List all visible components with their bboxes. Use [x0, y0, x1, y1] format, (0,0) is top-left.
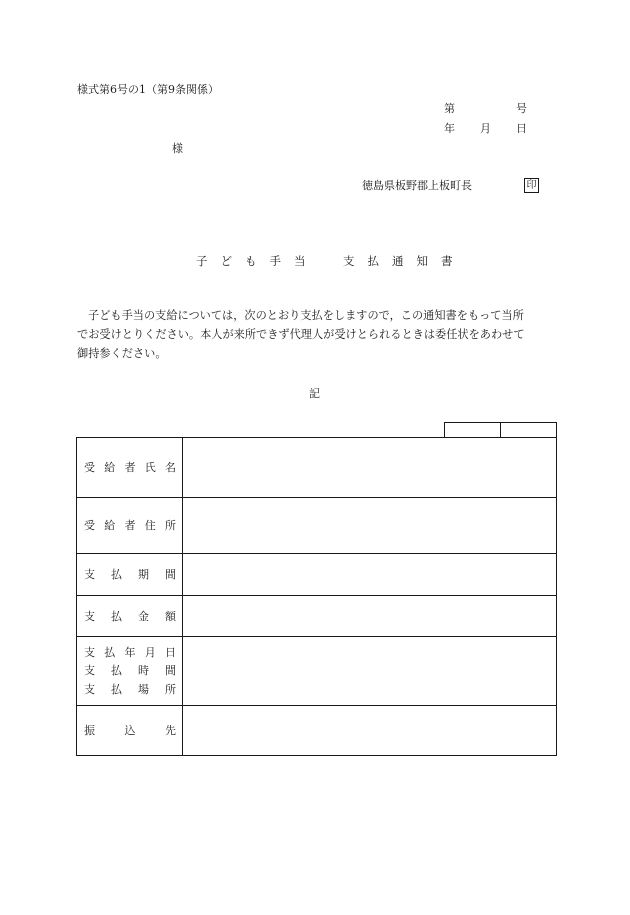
row-label-payment-period	[77, 569, 182, 580]
document-number-suffix: 号	[516, 102, 527, 115]
label-char: 金	[138, 610, 149, 623]
label-char: 振	[84, 724, 95, 737]
row-label-payment-amount	[77, 611, 182, 622]
label-char: 所	[165, 683, 176, 696]
form-number: 様式第6号の1（第9条関係）	[77, 83, 219, 96]
label-char: 払	[111, 568, 122, 581]
label-char: 払	[111, 610, 122, 623]
row-label-recipient-address	[77, 520, 182, 531]
label-char: 額	[165, 610, 176, 623]
label-char: 支	[84, 610, 95, 623]
label-char: 込	[124, 724, 136, 737]
date-year: 年	[444, 122, 455, 135]
label-char: 支	[84, 646, 95, 659]
document-number-prefix: 第	[444, 102, 455, 115]
issuer-name: 徳島県板野郡上板町長	[362, 179, 472, 192]
label-char: 受	[84, 519, 95, 532]
label-text	[84, 611, 176, 622]
label-char: 払	[104, 646, 116, 659]
row-label-payment-place	[77, 684, 182, 695]
label-char: 給	[104, 519, 116, 532]
label-char: 所	[165, 519, 176, 532]
table-row	[77, 706, 182, 755]
date-month: 月	[480, 122, 491, 135]
label-char: 払	[111, 664, 122, 677]
label-char: 年	[124, 646, 136, 659]
label-char: 支	[84, 683, 95, 696]
row-label-transfer-destination	[77, 725, 182, 736]
row-label-payment-date	[77, 647, 182, 658]
label-char: 期	[138, 568, 149, 581]
label-char: 給	[104, 461, 116, 474]
label-char: 場	[138, 683, 149, 696]
seal-stamp: 印	[524, 178, 539, 193]
label-char: 住	[144, 519, 156, 532]
label-text	[84, 665, 176, 676]
table-row	[77, 637, 182, 705]
label-char: 払	[111, 683, 122, 696]
label-char: 先	[165, 724, 176, 737]
recipient-suffix: 様	[172, 142, 183, 155]
label-text	[84, 520, 176, 531]
label-char: 支	[84, 568, 95, 581]
body-line: 御持参ください。	[77, 347, 167, 360]
row-label-recipient-name	[77, 462, 182, 473]
document-title: 子ども手当 支払通知書	[196, 254, 466, 268]
label-text	[84, 569, 176, 580]
label-text	[84, 462, 176, 473]
table-row	[77, 554, 182, 595]
label-text	[84, 725, 176, 736]
date-day: 日	[516, 122, 527, 135]
label-char: 氏	[144, 461, 156, 474]
label-char: 間	[165, 664, 176, 677]
label-char: 日	[165, 646, 176, 659]
label-text	[84, 684, 176, 695]
body-line: でお受けとりください。本人が来所できず代理人が受けとられるときは委任状をあわせて	[77, 328, 525, 341]
label-char: 者	[124, 461, 136, 474]
body-line: 子ども手当の支給については，次のとおり支払をしますので，この通知書をもって当所	[88, 309, 524, 322]
row-label-payment-time	[77, 665, 182, 676]
ki-label: 記	[309, 387, 320, 400]
label-char: 者	[124, 519, 136, 532]
label-char: 受	[84, 461, 95, 474]
table-row	[77, 498, 182, 553]
label-char: 時	[138, 664, 149, 677]
label-char: 間	[165, 568, 176, 581]
label-text	[84, 647, 176, 658]
label-char: 月	[144, 646, 156, 659]
table-row	[77, 596, 182, 636]
label-char: 名	[165, 461, 176, 474]
table-row	[77, 438, 182, 497]
label-char: 支	[84, 664, 95, 677]
